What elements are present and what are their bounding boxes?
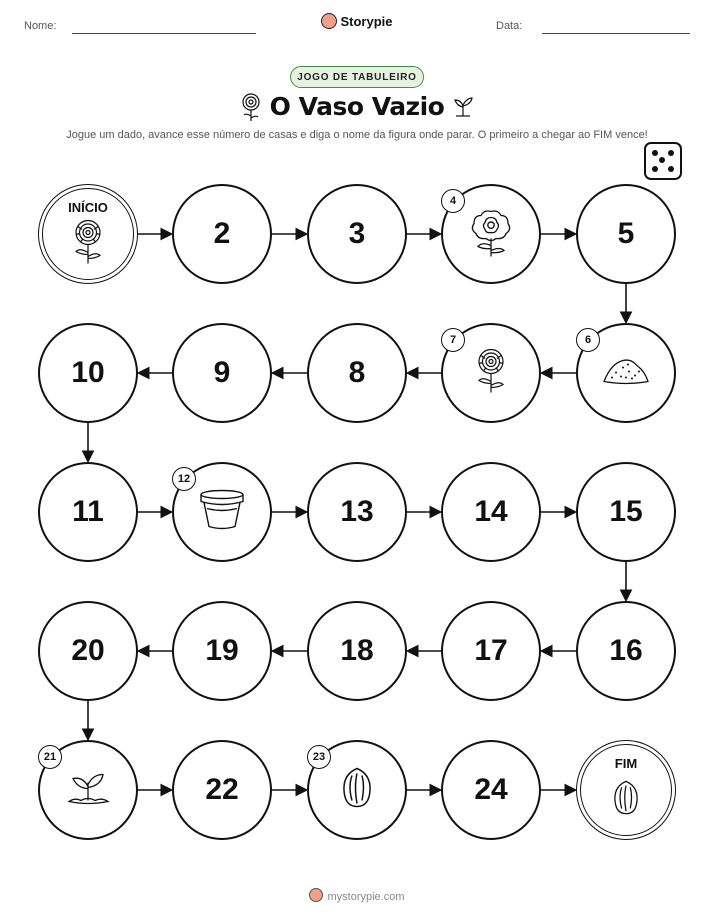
- board-cell-16: [576, 601, 676, 701]
- board-cell-10: [38, 323, 138, 423]
- cell-number-tag: 21: [38, 745, 62, 769]
- instructions: Jogue um dado, avance esse número de casas e diga o nome da figura onde parar. O primeiro a chegar ao FIM vence!: [66, 129, 648, 141]
- board-cell-11: [38, 462, 138, 562]
- cell-number-tag: 6: [576, 328, 600, 352]
- cell-number: 22: [205, 773, 239, 806]
- cell-number: 20: [71, 634, 105, 667]
- cell-number-tag: 7: [441, 328, 465, 352]
- board-cell-22: [172, 740, 272, 840]
- flower-icon: [71, 218, 105, 269]
- board-cell-2: [172, 184, 272, 284]
- board-cell-9: [172, 323, 272, 423]
- cell-number: 5: [617, 217, 635, 250]
- cell-number: 13: [340, 495, 374, 528]
- cell-number: 11: [72, 495, 104, 528]
- board-cell-25: [576, 740, 676, 840]
- flower-icon: [474, 348, 508, 399]
- game-type-badge: JOGO DE TABULEIRO: [290, 66, 424, 88]
- cell-number: 3: [348, 217, 366, 250]
- board-cell-12: [172, 462, 272, 562]
- board-cell-18: [307, 601, 407, 701]
- board-cell-4: [441, 184, 541, 284]
- cell-number: 18: [340, 634, 374, 667]
- cell-label: INÍCIO: [68, 200, 108, 215]
- cell-number: 10: [71, 356, 105, 389]
- name-label: Nome:: [24, 20, 57, 32]
- board-cell-19: [172, 601, 272, 701]
- cell-number: 16: [609, 634, 643, 667]
- cell-number: 9: [213, 356, 231, 389]
- board-cell-7: [441, 323, 541, 423]
- page-title: O Vaso Vazio: [269, 92, 445, 121]
- board-cell-14: [441, 462, 541, 562]
- board-cell-6: [576, 323, 676, 423]
- brand-name: Storypie: [340, 14, 393, 29]
- seed-icon: [341, 767, 373, 814]
- board-cell-13: [307, 462, 407, 562]
- cell-number: 19: [205, 634, 239, 667]
- board-cell-23: [307, 740, 407, 840]
- seed-icon: [612, 779, 639, 820]
- soil-pile-icon: [601, 356, 651, 391]
- board-cell-8: [307, 323, 407, 423]
- footer: [0, 888, 714, 903]
- cell-number: 17: [474, 634, 508, 667]
- peony-icon: [468, 206, 514, 263]
- cell-number-tag: 4: [441, 189, 465, 213]
- board-cell-24: [441, 740, 541, 840]
- cell-number: 14: [474, 495, 508, 528]
- board-cell-1: [38, 184, 138, 284]
- footer-url: mystorypie.com: [327, 891, 405, 903]
- cell-number: 8: [348, 356, 366, 389]
- flower-pot-icon: [198, 489, 246, 536]
- cell-number: 15: [609, 495, 643, 528]
- cell-number-tag: 23: [307, 745, 331, 769]
- cell-number: 2: [213, 217, 231, 250]
- board-cell-20: [38, 601, 138, 701]
- sprout-icon: [65, 767, 111, 814]
- storypie-logo-icon: [309, 888, 323, 902]
- date-label: Data:: [496, 20, 523, 32]
- board-cell-5: [576, 184, 676, 284]
- cell-label: FIM: [614, 756, 638, 771]
- board-cell-15: [576, 462, 676, 562]
- cell-number-tag: 12: [172, 467, 196, 491]
- board-cell-17: [441, 601, 541, 701]
- board-cell-3: [307, 184, 407, 284]
- board-cell-21: [38, 740, 138, 840]
- cell-number: 24: [474, 773, 508, 806]
